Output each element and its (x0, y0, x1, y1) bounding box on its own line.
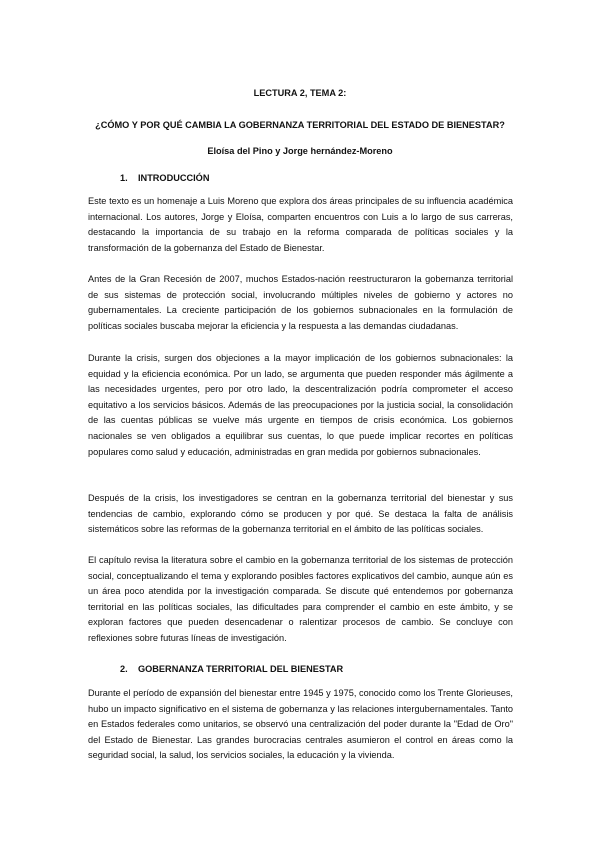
section-number: 2. (120, 664, 128, 674)
section-heading-gobernanza (120, 664, 343, 674)
section-heading-text: INTRODUCCIÓN (138, 173, 210, 183)
paragraph: Antes de la Gran Recesión de 2007, muchos Estados-nación reestructuraron la gobernanza territorial de sus sistemas de protección social, involucrando múltiples niveles de gobierno y actores no gubernamentales. La creciente participación de los gobiernos subnacionales en la formulación de políticas sociales buscaba mejorar la eficiencia y la respuesta a las demandas ciudadanas. (88, 274, 513, 331)
lecture-label: LECTURA 2, TEMA 2: (253, 88, 347, 98)
paragraph: Durante la crisis, surgen dos objeciones a la mayor implicación de los gobiernos subnacionales: la equidad y la eficiencia económica. Por un lado, se argumenta que pueden responder más ágilmente a las necesidades urgentes, pero por otro lado, la descentralización podría comprometer el acceso equitativo a los servicios básicos. Además de las preocupaciones por la justicia social, la consolidación de las cuentas públicas se vuelve más urgente en tiempos de crisis económica. Los gobiernos nacionales se ven obligados a equilibrar sus cuentas, lo que puede implicar recortes en políticas populares como salud y educación, administradas en gran medida por gobiernos subnacionales. (88, 353, 513, 457)
section-heading-text: GOBERNANZA TERRITORIAL DEL BIENESTAR (138, 664, 344, 674)
section-heading-introduccion (120, 173, 209, 183)
authors-line: Eloísa del Pino y Jorge hernández-Moreno (207, 146, 393, 156)
paragraph: Después de la crisis, los investigadores se centran en la gobernanza territorial del bienestar y sus tendencias de cambio, explorando cómo se producen y por qué. Se destaca la falta de análisis sistemáticos sobre las reformas de la gobernanza territorial en el ámbito de las políticas sociales. (88, 493, 513, 535)
paragraph: El capítulo revisa la literatura sobre el cambio en la gobernanza territorial de los sistemas de protección social, conceptualizando el tema y explorando posibles factores explicativos del cambio, aunque aún es un área poco atendida por la investigación comparada. Se discute qué entendemos por gobernanza territorial en las políticas sociales, las dificultades para comprender el cambio en este ámbito, y se exploran factores que pueden desencadenar o ralentizar procesos de cambio. Se concluye con reflexiones sobre futuras líneas de investigación. (88, 555, 513, 643)
section-number: 1. (120, 173, 128, 183)
paragraph: Durante el período de expansión del bienestar entre 1945 y 1975, conocido como los Trente Glorieuses, hubo un impacto significativo en el sistema de gobernanza y las relaciones intergubernamentales. Tanto en Estados federales como unitarios, se observó una centralización del poder durante la "Edad de Oro" del Estado de Bienestar. Las grandes burocracias centrales asumieron el control en áreas como la seguridad social, la salud, los servicios sociales, la educación y la vivienda. (88, 688, 513, 761)
document-title: ¿CÓMO Y POR QUÉ CAMBIA LA GOBERNANZA TERRITORIAL DEL ESTADO DE BIENESTAR? (95, 120, 505, 130)
paragraph: Este texto es un homenaje a Luis Moreno que explora dos áreas principales de su influencia académica internacional. Los autores, Jorge y Eloísa, comparten encuentros con Luis a lo largo de sus carreras, destacando la importancia de su trabajo en la reforma comparada de políticas sociales y la transformación de la gobernanza del Estado de Bienestar. (88, 196, 513, 253)
